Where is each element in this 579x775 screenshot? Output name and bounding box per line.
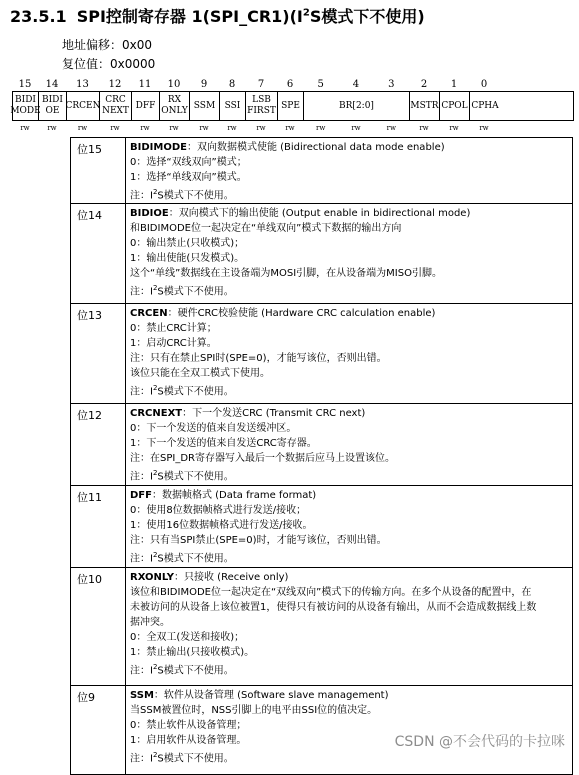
note-prefix: 注：I [130, 386, 153, 398]
description-line: 0：使用8位数据帧格式进行发送/接收； [130, 505, 307, 516]
section-number: 23.5.1 [10, 7, 67, 26]
description-row [71, 204, 572, 304]
field-title: ：下一个发送CRC (Transmit CRC next) [182, 408, 366, 419]
field-name: BIDIOE [130, 208, 169, 219]
description-line: 1：启动CRC计算。 [130, 338, 217, 349]
register-field-cell: BIDI MODE [13, 92, 39, 120]
bit-number: 3 [388, 79, 395, 90]
field-title: ：软件从设备管理 (Software slave management) [153, 690, 389, 701]
i2s-note [130, 466, 568, 484]
note-suffix: S模式下不使用。 [157, 553, 234, 565]
bit-description [126, 204, 572, 303]
bit-number: 15 [18, 79, 32, 90]
bit-number: 14 [45, 79, 59, 90]
field-name: BIDIMODE [130, 142, 187, 153]
note-superscript: 2 [152, 284, 158, 292]
register-field-cell: MSTR [410, 92, 440, 120]
note-prefix: 注：I [130, 190, 153, 202]
title-main: SPI控制寄存器 1(SPI_CR1)(I [76, 7, 303, 26]
access-type-label: rw [256, 124, 266, 132]
description-row [71, 486, 572, 568]
bit-label: 位13 [71, 304, 126, 403]
bit-label: 位14 [71, 204, 126, 303]
access-type-label: rw [227, 124, 237, 132]
access-type-label: rw [169, 124, 179, 132]
i2s-note [130, 660, 568, 678]
note-suffix: S模式下不使用。 [157, 286, 234, 298]
bit-description [126, 138, 572, 203]
register-field-cell: SSM [190, 92, 220, 120]
description-line: 1：下一个发送的值来自发送CRC寄存器。 [130, 438, 317, 449]
bit-description [126, 486, 572, 567]
description-line: 这个“单线”数据线在主设备端为MOSI引脚，在从设备端为MISO引脚。 [130, 268, 442, 279]
note-prefix: 注：I [130, 553, 153, 565]
bit-description-table [70, 137, 573, 775]
i2s-note [130, 281, 568, 299]
description-line: 未被访问的从设备上该位被置1，使得只有被访问的从设备有输出，从而不会造成数据线上数 [130, 602, 537, 613]
title-superscript: 2 [302, 7, 310, 19]
i2s-note [130, 548, 568, 566]
access-type-label: rw [285, 124, 295, 132]
access-type-label: rw [20, 124, 30, 132]
access-type-label: rw [351, 124, 361, 132]
description-line: 1：选择“单线双向”模式。 [130, 172, 247, 183]
field-heading [130, 306, 568, 321]
register-field-cell: BIDI OE [39, 92, 67, 120]
access-type-label: rw [77, 124, 88, 132]
field-heading [130, 140, 568, 155]
note-superscript: 2 [152, 384, 158, 392]
access-type-label: rw [140, 124, 150, 132]
field-heading [130, 488, 568, 503]
watermark: CSDN @不会代码的卡拉咪 [394, 734, 565, 750]
field-title: ：硬件CRC校验使能 (Hardware CRC calculation enable) [167, 308, 436, 319]
field-heading [130, 570, 568, 585]
note-suffix: S模式下不使用。 [157, 190, 234, 202]
field-name: CRCNEXT [130, 408, 183, 419]
bit-number: 7 [257, 79, 265, 90]
access-type-label: rw [315, 124, 326, 132]
bit-number: 13 [76, 79, 89, 90]
bit-number: 4 [352, 79, 360, 90]
register-field-cell: SPE [278, 92, 304, 120]
note-suffix: S模式下不使用。 [157, 665, 234, 677]
bit-label: 位10 [71, 568, 126, 685]
register-field-cell: DFF [132, 92, 160, 120]
access-type-label: rw [199, 124, 209, 132]
access-type-label: rw [47, 124, 57, 132]
section-title [10, 4, 425, 27]
bit-label: 位11 [71, 486, 126, 567]
description-line: 注：在SPI_DR寄存器写入最后一个数据后应马上设置该位。 [130, 453, 395, 464]
description-line: 1：使用16位数据帧格式进行发送/接收。 [130, 520, 313, 531]
field-title: ：只接收 (Receive only) [173, 572, 289, 583]
i2s-note [130, 381, 568, 399]
bit-label: 位12 [71, 404, 126, 485]
register-field-row [12, 91, 574, 121]
access-type-row [12, 124, 574, 134]
title-tail: S模式下不使用) [309, 7, 425, 26]
register-field-cell: LSB FIRST [246, 92, 278, 120]
note-suffix: S模式下不使用。 [157, 471, 234, 483]
register-field-cell: CPOL [440, 92, 470, 120]
note-suffix: S模式下不使用。 [157, 386, 234, 398]
bit-description [126, 304, 572, 403]
bit-number: 8 [228, 79, 236, 90]
bit-number: 12 [108, 79, 122, 90]
description-line: 0：选择“双线双向”模式； [130, 157, 247, 168]
description-row [71, 304, 572, 404]
bit-number: 1 [450, 79, 458, 90]
description-line: 1：禁止输出(只接收模式)。 [130, 647, 255, 658]
access-type-label: rw [419, 124, 429, 132]
description-line: 0：输出禁止(只收模式)； [130, 238, 245, 249]
register-field-cell: BR[2:0] [304, 92, 410, 120]
bit-number: 2 [420, 79, 428, 90]
note-suffix: S模式下不使用。 [157, 753, 234, 765]
bit-number: 9 [200, 79, 208, 90]
note-prefix: 注：I [130, 286, 153, 298]
field-title: ：双向模式下的输出使能 (Output enable in bidirectional mode) [168, 208, 471, 219]
access-type-label: rw [386, 124, 396, 132]
note-superscript: 2 [152, 751, 158, 759]
field-title: ：数据帧格式 (Data frame format) [151, 490, 317, 501]
bit-number: 0 [480, 79, 488, 90]
note-prefix: 注：I [130, 665, 153, 677]
field-title: ：双向数据模式使能 (Bidirectional data mode enable) [186, 142, 445, 153]
note-superscript: 2 [152, 188, 158, 196]
description-line: 0：禁止软件从设备管理； [130, 720, 247, 731]
bit-number: 10 [167, 79, 181, 90]
field-heading [130, 406, 568, 421]
field-name: RXONLY [130, 572, 174, 583]
i2s-note [130, 185, 568, 203]
bit-number: 11 [138, 79, 152, 90]
access-type-label: rw [110, 124, 120, 132]
field-name: DFF [130, 490, 152, 501]
register-field-cell: CRCEN [67, 92, 100, 120]
note-superscript: 2 [152, 469, 158, 477]
bit-number: 6 [286, 79, 294, 90]
access-type-label: rw [479, 124, 489, 132]
note-prefix: 注：I [130, 471, 153, 483]
description-row [71, 404, 572, 486]
register-field-cell: RX ONLY [160, 92, 190, 120]
field-name: CRCEN [130, 308, 168, 319]
description-line: 和BIDIMODE位一起决定在“单线双向”模式下数据的输出方向 [130, 223, 402, 234]
description-line: 据冲突。 [130, 617, 170, 628]
reset-value: 复位值：0x0000 [62, 57, 156, 71]
note-superscript: 2 [152, 551, 158, 559]
description-line: 1：输出使能(只发模式)。 [130, 253, 245, 264]
address-offset: 地址偏移：0x00 [62, 38, 153, 52]
bit-number: 5 [317, 79, 324, 90]
access-type-label: rw [449, 124, 459, 132]
description-row [71, 138, 572, 204]
register-field-cell: SSI [220, 92, 246, 120]
description-line: 该位和BIDIMODE位一起决定在“双线双向”模式下的传输方向。在多个从设备的配置中，在 [130, 587, 532, 598]
description-line: 注：只有在禁止SPI时(SPE=0)，才能写该位，否则出错。 [130, 353, 387, 364]
bit-description [126, 568, 572, 685]
bit-label: 位15 [71, 138, 126, 203]
field-heading [130, 688, 568, 703]
description-row [71, 568, 572, 686]
bit-description [126, 404, 572, 485]
description-line: 注：只有当SPI禁止(SPE=0)时，才能写该位，否则出错。 [130, 535, 387, 546]
note-superscript: 2 [152, 663, 158, 671]
description-line: 0：禁止CRC计算； [130, 323, 217, 334]
field-name: SSM [130, 690, 154, 701]
note-prefix: 注：I [130, 753, 153, 765]
description-line: 0：全双工(发送和接收)； [130, 632, 245, 643]
register-field-cell: CRC NEXT [100, 92, 132, 120]
field-heading [130, 206, 568, 221]
register-field-cell: CPHA [471, 100, 499, 111]
bit-label: 位9 [71, 686, 126, 774]
description-line: 当SSM被置位时，NSS引脚上的电平由SSI位的值决定。 [130, 705, 378, 716]
description-line: 0：下一个发送的值来自发送缓冲区。 [130, 423, 297, 434]
description-line: 该位只能在全双工模式下使用。 [130, 368, 270, 379]
description-line: 1：启用软件从设备管理。 [130, 735, 247, 746]
